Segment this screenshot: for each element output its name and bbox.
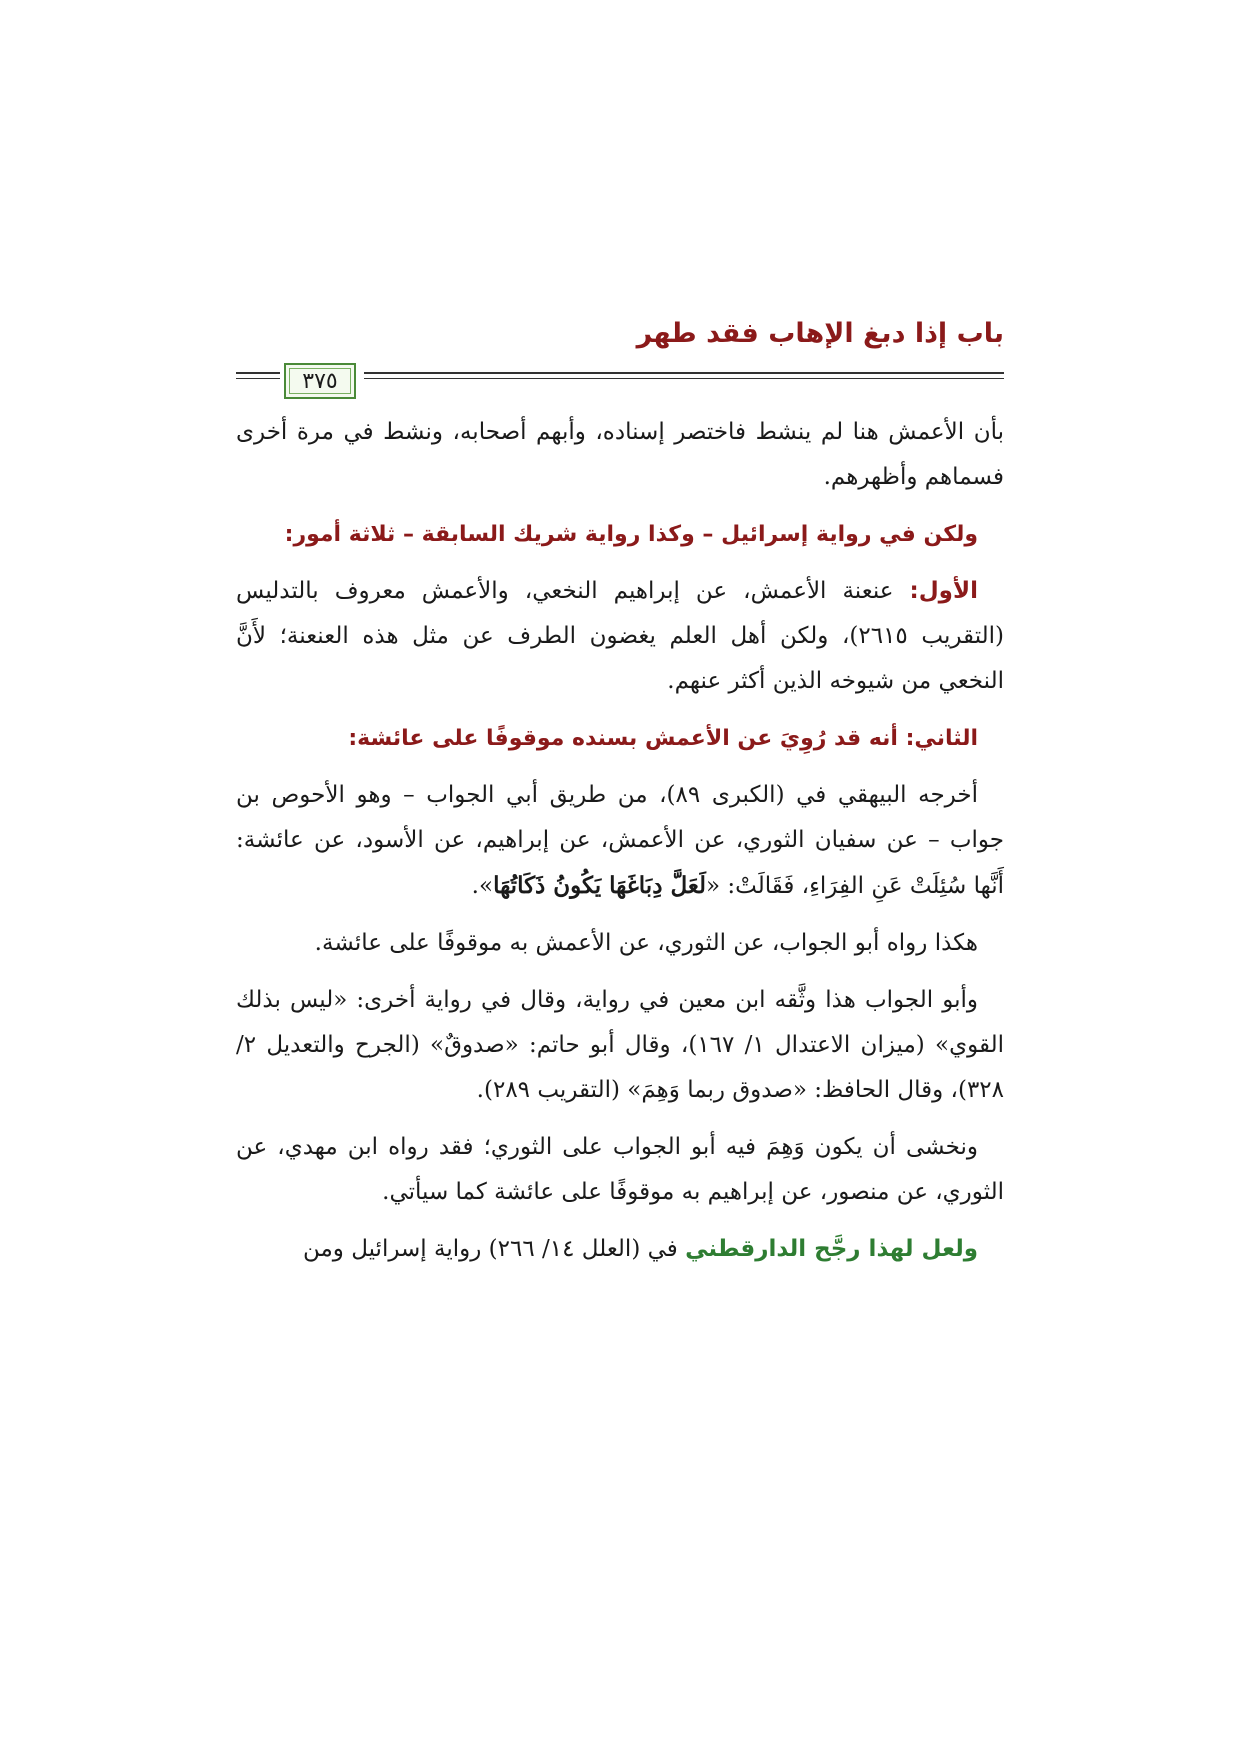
paragraph-6: ونخشى أن يكون وَهِمَ فيه أبو الجواب على الثوري؛ فقد رواه ابن مهدي، عن الثوري، عن منصور، عن إبراهيم به موقوفًا على عائشة كما سيأتي.	[236, 1134, 1004, 1205]
paragraph-4: هكذا رواه أبو الجواب، عن الثوري، عن الأعمش به موقوفًا على عائشة.	[314, 930, 978, 956]
header-rule-right-bottom	[364, 378, 1004, 379]
header-rule-left-top	[236, 372, 280, 374]
paragraph-3: أخرجه البيهقي في (الكبرى ٨٩)، من طريق أبي الجواب – وهو الأحوص بن جواب – عن سفيان الثوري، عن الأعمش، عن إبراهيم، عن الأسود، عن عائشة: أَنَّها سُئِلَتْ عَنِ الفِرَاءِ، فَقَالَتْ: «لَعَلَّ دِبَاغَهَا يَكُونُ ذَكَاتُهَا».	[236, 782, 1004, 899]
chapter-title: باب إذا دبغ الإهاب فقد طهر	[636, 318, 1004, 349]
daraqutni-highlight: ولعل لهذا رجَّح الدارقطني	[685, 1236, 978, 1262]
body-text	[236, 410, 1004, 1284]
paragraph-1: بأن الأعمش هنا لم ينشط فاختصر إسناده، وأبهم أصحابه، ونشط في مرة أخرى فسماهم وأظهرهم.	[236, 419, 1004, 490]
paragraph-2: الأول: عنعنة الأعمش، عن إبراهيم النخعي، والأعمش معروف بالتدليس (التقريب ٢٦١٥)، ولكن أهل العلم يغضون الطرف عن مثل هذه العنعنة؛ لأَنَّ النخعي من شيوخه الذين أكثر عنهم.	[236, 578, 1005, 694]
page-number: ٣٧٥	[302, 368, 338, 394]
page-number-badge	[284, 363, 356, 399]
header-rule-right-top	[364, 372, 1004, 374]
paragraph-5: وأبو الجواب هذا وثَّقه ابن معين في رواية، وقال في رواية أخرى: «ليس بذلك القوي» (ميزان الاعتدال ١/ ١٦٧)، وقال أبو حاتم: «صدوقٌ» (الجرح والتعديل ٢/ ٣٢٨)، وقال الحافظ: «صدوق ربما وَهِمَ» (التقريب ٢٨٩).	[236, 987, 1004, 1103]
hadith-quote: لَعَلَّ دِبَاغَهَا يَكُونُ ذَكَاتُهَا	[493, 872, 706, 899]
paragraph-7: ولعل لهذا رجَّح الدارقطني في (العلل ١٤/ ٢٦٦) رواية إسرائيل ومن	[302, 1236, 978, 1262]
header-rule-left-bottom	[236, 378, 280, 379]
section-heading-1: ولكن في رواية إسرائيل – وكذا رواية شريك السابقة – ثلاثة أمور:	[284, 522, 978, 547]
section-heading-2: الثاني: أنه قد رُوِيَ عن الأعمش بسنده موقوفًا على عائشة:	[348, 726, 978, 751]
point-first-label: الأول:	[909, 578, 978, 604]
